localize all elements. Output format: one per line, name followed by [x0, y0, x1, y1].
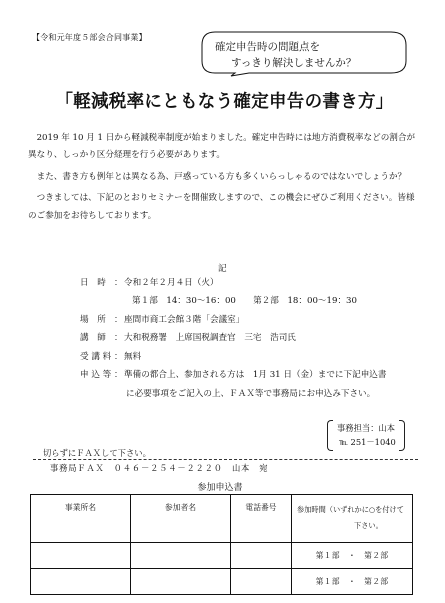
lecturer-value: 大和税務署 上席国税調査官 三宅 浩司氏	[124, 333, 296, 343]
date-label: 日 時	[80, 278, 106, 288]
application-form-table	[30, 494, 413, 595]
page-title: 「軽減税率にともなう確定申告の書き方」	[55, 92, 394, 112]
phone-cell[interactable]	[231, 543, 292, 569]
form-row	[31, 543, 413, 569]
bubble-line-1: 確定申告時の問題点を	[215, 41, 320, 53]
header-participant-name: 参加者名	[131, 495, 231, 543]
intro-text	[28, 130, 420, 229]
cut-note: 切らずにＦＡＸして下さい。	[43, 448, 151, 458]
form-row	[31, 569, 413, 595]
fee-label: 受 講 料	[80, 352, 112, 362]
intro-paragraph-1: 2019 年 10 月 1 日から軽減税率制度が始まりました。確定申告時には地方消費税率などの割合が異なり、しっかり区分経理を行う必要があります。	[28, 133, 416, 161]
lecturer-label: 講 師	[80, 333, 106, 343]
contact-box	[327, 420, 405, 451]
fee-sep: ：	[114, 352, 123, 362]
business-name-cell[interactable]	[31, 543, 131, 569]
header-time-line-2: 下さい。	[354, 521, 383, 530]
session-times: 第１部 14：30～16：00 第２部 18：00～19：30	[132, 296, 357, 306]
fee-value: 無料	[124, 352, 142, 362]
phone-cell[interactable]	[231, 569, 292, 595]
contact-person: 事務担当：山本	[337, 423, 396, 433]
contact-tel: ℡ 251－1040	[339, 437, 396, 447]
business-name-cell[interactable]	[31, 569, 131, 595]
bracket-right-icon	[399, 420, 405, 451]
header-time	[292, 495, 413, 543]
apply-row	[80, 368, 387, 383]
form-header-row	[31, 495, 413, 543]
place-value: 座間市商工会館３階「会議室」	[124, 315, 245, 325]
apply-value-1: 準備の都合上、参加される方は 1月 31 日（金）までに下記申込書	[124, 370, 387, 380]
header-business-name: 事業所名	[31, 495, 131, 543]
header-time-line-1: 参加時間（いずれかに○を付けて	[297, 505, 404, 514]
apply-label: 申 込 等	[80, 370, 112, 380]
intro-paragraph-2: また、書き方も例年とは異なる為、戸惑っている方も多くいらっしゃるのではないでしょうか？	[36, 171, 407, 182]
place-row	[80, 313, 244, 328]
header-phone: 電話番号	[231, 495, 292, 543]
date-value: 令和２年２月４日（火）	[124, 278, 219, 288]
apply-value-2: に必要事項をご記入の上、ＦＡＸ等で事務局にお申込み下さい。	[126, 389, 376, 399]
form-title: 参加申込書	[197, 483, 243, 493]
date-row	[80, 276, 219, 291]
participant-name-cell[interactable]	[131, 543, 231, 569]
time-slot-choice[interactable]: 第１部 ・ 第２部	[292, 543, 413, 569]
time-slot-choice[interactable]: 第１部 ・ 第２部	[292, 569, 413, 595]
place-sep: ：	[114, 315, 123, 325]
lecturer-row	[80, 331, 296, 346]
header-tag: 【令和元年度５部会合同事業】	[32, 33, 147, 42]
bubble-line-2: すっきり解決しませんか？	[231, 57, 357, 69]
lecturer-sep: ：	[114, 333, 123, 343]
intro-paragraph-3: つきましては、下記のとおりセミナーを開催致しますので、この機会にぜひご利用ください。皆様のご参加をお待ちしております。	[28, 193, 415, 221]
ki-heading: 記	[218, 264, 227, 274]
date-sep: ：	[114, 278, 123, 288]
place-label: 場 所	[80, 315, 106, 325]
apply-sep: ：	[114, 370, 123, 380]
participant-name-cell[interactable]	[131, 569, 231, 595]
fee-row	[80, 350, 141, 365]
fax-line: 事務局ＦＡＸ ０４６－２５４－２２２０ 山本 宛	[50, 463, 269, 473]
cut-line	[33, 459, 418, 460]
speech-bubble	[201, 31, 407, 77]
bracket-left-icon	[327, 420, 333, 451]
